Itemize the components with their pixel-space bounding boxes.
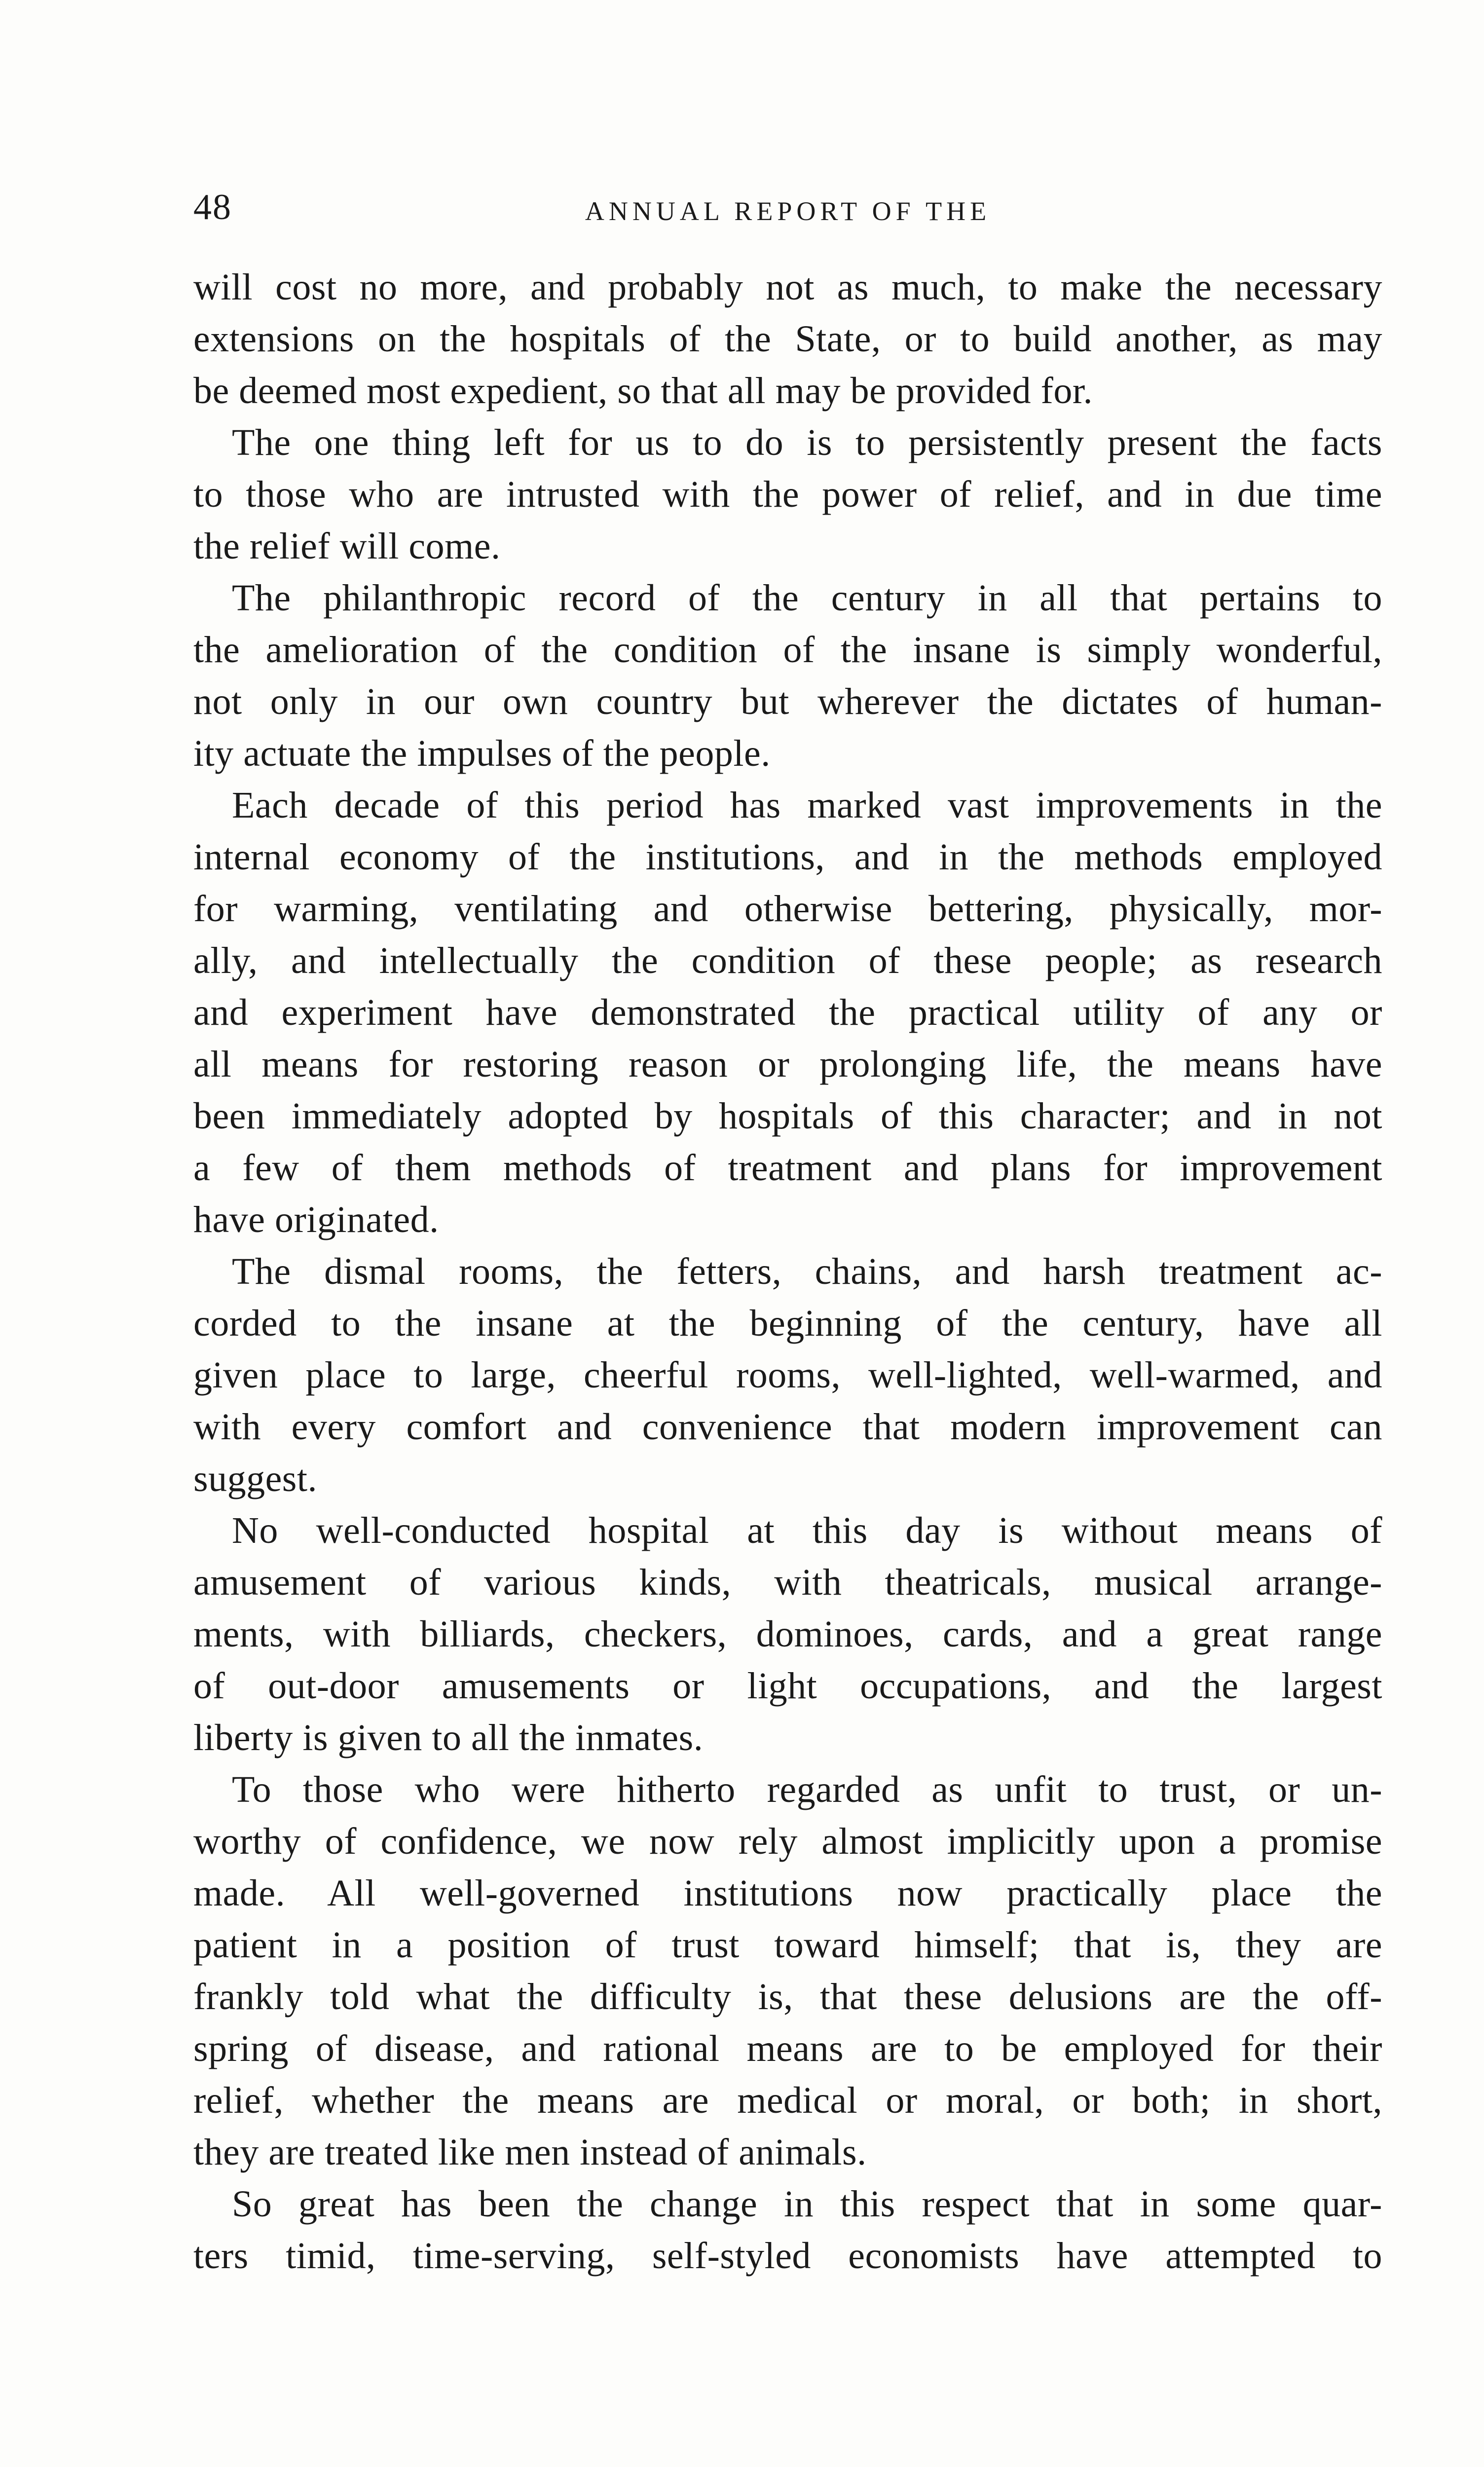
text-line: amusement of various kinds, with theatricals, musical arrange- bbox=[193, 1562, 1382, 1603]
text-line: they are treated like men instead of animals. bbox=[193, 2131, 867, 2173]
text-line: with every comfort and convenience that modern improvement can bbox=[193, 1406, 1382, 1448]
paragraph bbox=[193, 572, 1382, 780]
page-number: 48 bbox=[193, 187, 232, 227]
text-line: be deemed most expedient, so that all may be provided for. bbox=[193, 370, 1093, 411]
paragraph bbox=[193, 262, 1382, 417]
text-line: No well-conducted hospital at this day is without means of bbox=[232, 1510, 1382, 1551]
paragraph bbox=[193, 2178, 1382, 2282]
text-line: and experiment have demonstrated the practical utility of any or bbox=[193, 992, 1382, 1033]
text-line: ments, with billiards, checkers, dominoes, cards, and a great range bbox=[193, 1613, 1382, 1655]
paragraph bbox=[193, 1505, 1382, 1764]
text-line: the relief will come. bbox=[193, 525, 501, 567]
text-line: patient in a position of trust toward himself; that is, they are bbox=[193, 1924, 1382, 1966]
text-line: made. All well-governed institutions now practically place the bbox=[193, 1872, 1382, 1914]
text-line: The dismal rooms, the fetters, chains, and harsh treatment ac- bbox=[232, 1251, 1382, 1292]
running-head: ANNUAL REPORT OF THE bbox=[585, 196, 991, 226]
text-line: all means for restoring reason or prolonging life, the means have bbox=[193, 1044, 1382, 1085]
page-header bbox=[193, 183, 1382, 237]
text-line: frankly told what the difficulty is, that these delusions are the off- bbox=[193, 1976, 1382, 2018]
paragraph bbox=[193, 1246, 1382, 1505]
text-line: not only in our own country but wherever the dictates of human- bbox=[193, 681, 1382, 722]
text-line: relief, whether the means are medical or moral, or both; in short, bbox=[193, 2080, 1382, 2121]
text-line: extensions on the hospitals of the State, or to build another, as may bbox=[193, 318, 1382, 360]
paragraph bbox=[193, 417, 1382, 572]
text-line: the amelioration of the condition of the insane is simply wonderful, bbox=[193, 629, 1382, 671]
text-line: To those who were hitherto regarded as unfit to trust, or un- bbox=[232, 1769, 1382, 1810]
text-line: ters timid, time-serving, self-styled economists have attempted to bbox=[193, 2235, 1382, 2277]
text-line: of out-door amusements or light occupations, and the largest bbox=[193, 1665, 1382, 1707]
paragraph bbox=[193, 780, 1382, 1246]
text-line: have originated. bbox=[193, 1199, 439, 1240]
text-line: Each decade of this period has marked vast improvements in the bbox=[232, 785, 1382, 826]
text-line: internal economy of the institutions, and in the methods employed bbox=[193, 836, 1382, 878]
text-line: a few of them methods of treatment and plans for improvement bbox=[193, 1147, 1382, 1189]
text-line: been immediately adopted by hospitals of this character; and in not bbox=[193, 1095, 1382, 1137]
text-line: for warming, ventilating and otherwise bettering, physically, mor- bbox=[193, 888, 1382, 930]
text-line: worthy of confidence, we now rely almost implicitly upon a promise bbox=[193, 1821, 1382, 1862]
text-line: will cost no more, and probably not as much, to make the necessary bbox=[193, 266, 1382, 308]
text-line: corded to the insane at the beginning of the century, have all bbox=[193, 1303, 1382, 1344]
text-line: ity actuate the impulses of the people. bbox=[193, 733, 771, 774]
paragraph bbox=[193, 1764, 1382, 2178]
text-line: The one thing left for us to do is to persistently present the facts bbox=[232, 422, 1382, 463]
body-text bbox=[193, 262, 1382, 2282]
text-line: liberty is given to all the inmates. bbox=[193, 1717, 704, 1758]
text-line: spring of disease, and rational means are to be employed for their bbox=[193, 2028, 1382, 2069]
text-line: The philanthropic record of the century in all that pertains to bbox=[232, 577, 1382, 619]
text-line: to those who are intrusted with the power of relief, and in due time bbox=[193, 474, 1382, 515]
text-line: So great has been the change in this respect that in some quar- bbox=[232, 2183, 1382, 2225]
text-line: ally, and intellectually the condition of these people; as research bbox=[193, 940, 1382, 981]
text-line: suggest. bbox=[193, 1458, 317, 1499]
text-line: given place to large, cheerful rooms, well-lighted, well-warmed, and bbox=[193, 1354, 1382, 1396]
